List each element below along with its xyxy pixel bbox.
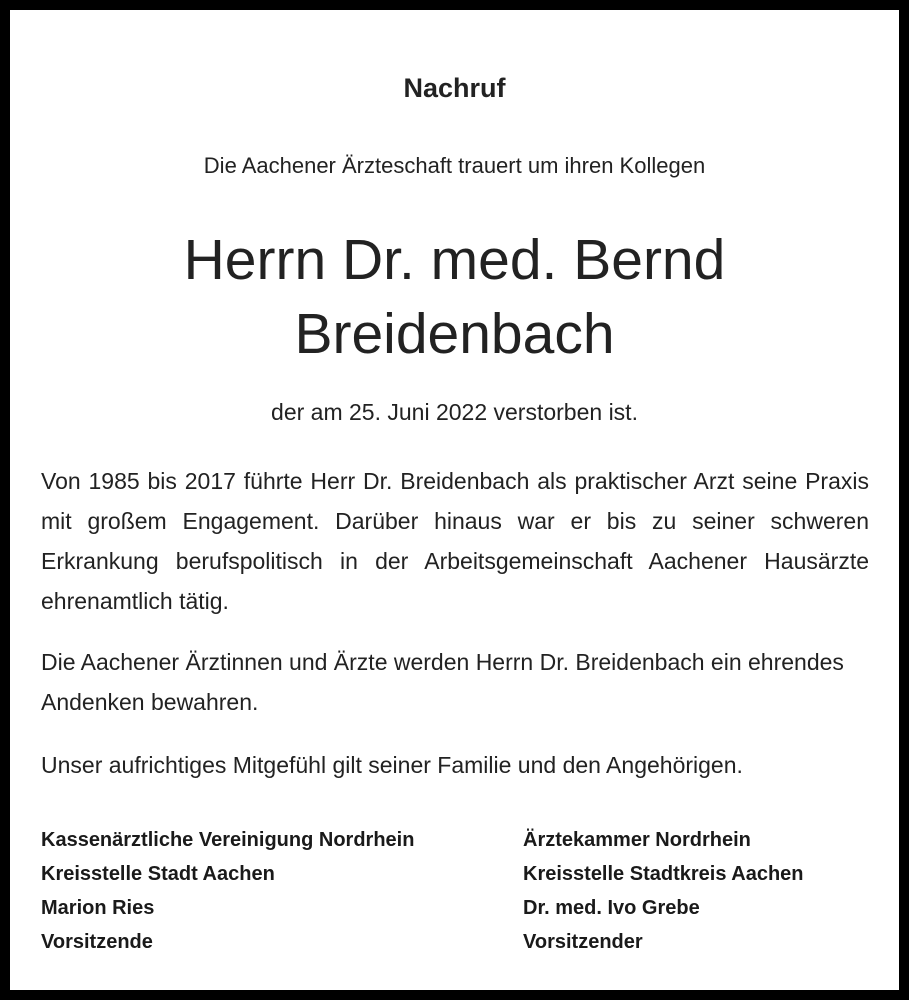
signature-organization: Ärztekammer Nordrhein xyxy=(523,829,751,851)
signature-role: Vorsitzende xyxy=(41,931,153,953)
deceased-name-line-1: Herrn Dr. med. Bernd xyxy=(183,228,726,292)
notice-title: Nachruf xyxy=(403,73,506,103)
obituary-notice xyxy=(10,10,899,990)
death-date-line: der am 25. Juni 2022 verstorben ist. xyxy=(271,399,638,425)
signature-block-left xyxy=(41,823,414,959)
career-paragraph: Von 1985 bis 2017 führte Herr Dr. Breidenbach als praktischer Arzt seine Praxis mit großem Engagement. Darüber hinaus war er bis zu seiner schweren Erkrankung berufspolitisch in der Arbeitsgemeinschaft Aachener Hausärzte ehrenamtlich tätig. xyxy=(41,468,869,614)
signature-person: Marion Ries xyxy=(41,897,155,919)
signature-office: Kreisstelle Stadt Aachen xyxy=(41,863,275,885)
signature-role: Vorsitzender xyxy=(523,931,643,953)
signature-organization: Kassenärztliche Vereinigung Nordrhein xyxy=(41,829,415,851)
intro-line: Die Aachener Ärzteschaft trauert um ihren Kollegen xyxy=(203,153,706,178)
deceased-name xyxy=(10,223,899,371)
signature-office: Kreisstelle Stadtkreis Aachen xyxy=(523,863,804,885)
remembrance-paragraph: Die Aachener Ärztinnen und Ärzte werden Herrn Dr. Breidenbach ein ehrendes Andenken bewahren. xyxy=(41,649,844,715)
condolence-paragraph: Unser aufrichtiges Mitgefühl gilt seiner Familie und den Angehörigen. xyxy=(41,752,743,778)
signature-person: Dr. med. Ivo Grebe xyxy=(523,897,700,919)
signature-block-right xyxy=(523,823,804,959)
deceased-name-line-2: Breidenbach xyxy=(294,302,615,366)
